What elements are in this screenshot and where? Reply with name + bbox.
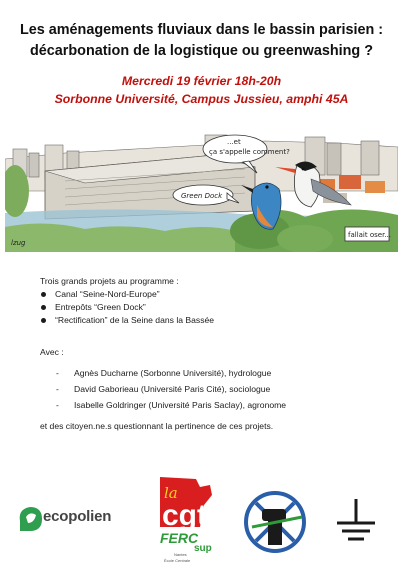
cgt-sub1-text: Nantes <box>174 552 187 557</box>
project-text: “Rectification” de la Seine dans la Bassée <box>55 315 215 325</box>
project-item <box>40 301 395 314</box>
speaker-text: Agnès Ducharne (Sorbonne Université), hydrologue <box>74 368 272 378</box>
bubble-top-line-1: ...et <box>227 138 241 146</box>
project-item <box>40 314 395 327</box>
river-illustration <box>5 131 398 252</box>
program-section <box>40 275 395 433</box>
speakers-list <box>40 365 395 413</box>
ecopolien-text: ecopolien <box>43 508 112 525</box>
artist-signature: lzug <box>11 239 26 247</box>
speaker-item <box>40 397 395 413</box>
title-line-1: Les aménagements fluviaux dans le bassin parisien : <box>19 22 384 38</box>
bullet-dot <box>41 292 46 297</box>
title-line-2: décarbonation de la logistique ou greenwashing ? <box>29 43 373 59</box>
event-place: Sorbonne Université, Campus Jussieu, amphi 45A <box>54 92 349 106</box>
earth-ground-icon <box>337 499 375 539</box>
project-text: Entrepôts “Green Dock” <box>55 302 146 312</box>
cgt-logo <box>160 477 212 563</box>
project-text: Canal “Seine-Nord-Europe” <box>55 289 160 299</box>
bullet-dot <box>41 318 46 323</box>
ecopolien-logo <box>20 507 42 531</box>
sign-text: fallait oser... <box>348 231 391 239</box>
bullet-dot <box>41 305 46 310</box>
cgt-sub2-text: École Centrale <box>164 558 191 563</box>
page-title <box>6 20 397 62</box>
dash-marker: - <box>56 400 59 410</box>
activist-fist-logo <box>246 493 304 551</box>
speaker-text: David Gaborieau (Université Paris Cité), sociologue <box>74 384 271 394</box>
bubble-green-dock-text: Green Dock <box>181 192 223 200</box>
closing-text: et des citoyen.ne.s questionnant la pertinence de ces projets. <box>40 421 274 431</box>
speakers-label: Avec : <box>40 347 64 357</box>
speaker-item <box>40 381 395 397</box>
dash-marker: - <box>56 368 59 378</box>
event-date: Mercredi 19 février 18h-20h <box>121 74 282 88</box>
cgt-la-text: la <box>164 484 178 502</box>
bubble-top-line-2: ça s'appelle comment? <box>209 148 290 156</box>
event-info <box>6 72 397 108</box>
cgt-text: cgt <box>162 499 207 532</box>
project-item <box>40 288 395 301</box>
dash-marker: - <box>56 384 59 394</box>
cgt-ferc-text: FERC <box>160 530 199 546</box>
cgt-sup-text: sup <box>194 543 212 554</box>
fallait-oser-sign <box>345 227 391 241</box>
speaker-text: Isabelle Goldringer (Université Paris Saclay), agronome <box>74 400 287 410</box>
speaker-item <box>40 365 395 381</box>
program-intro: Trois grands projets au programme : <box>40 276 179 286</box>
